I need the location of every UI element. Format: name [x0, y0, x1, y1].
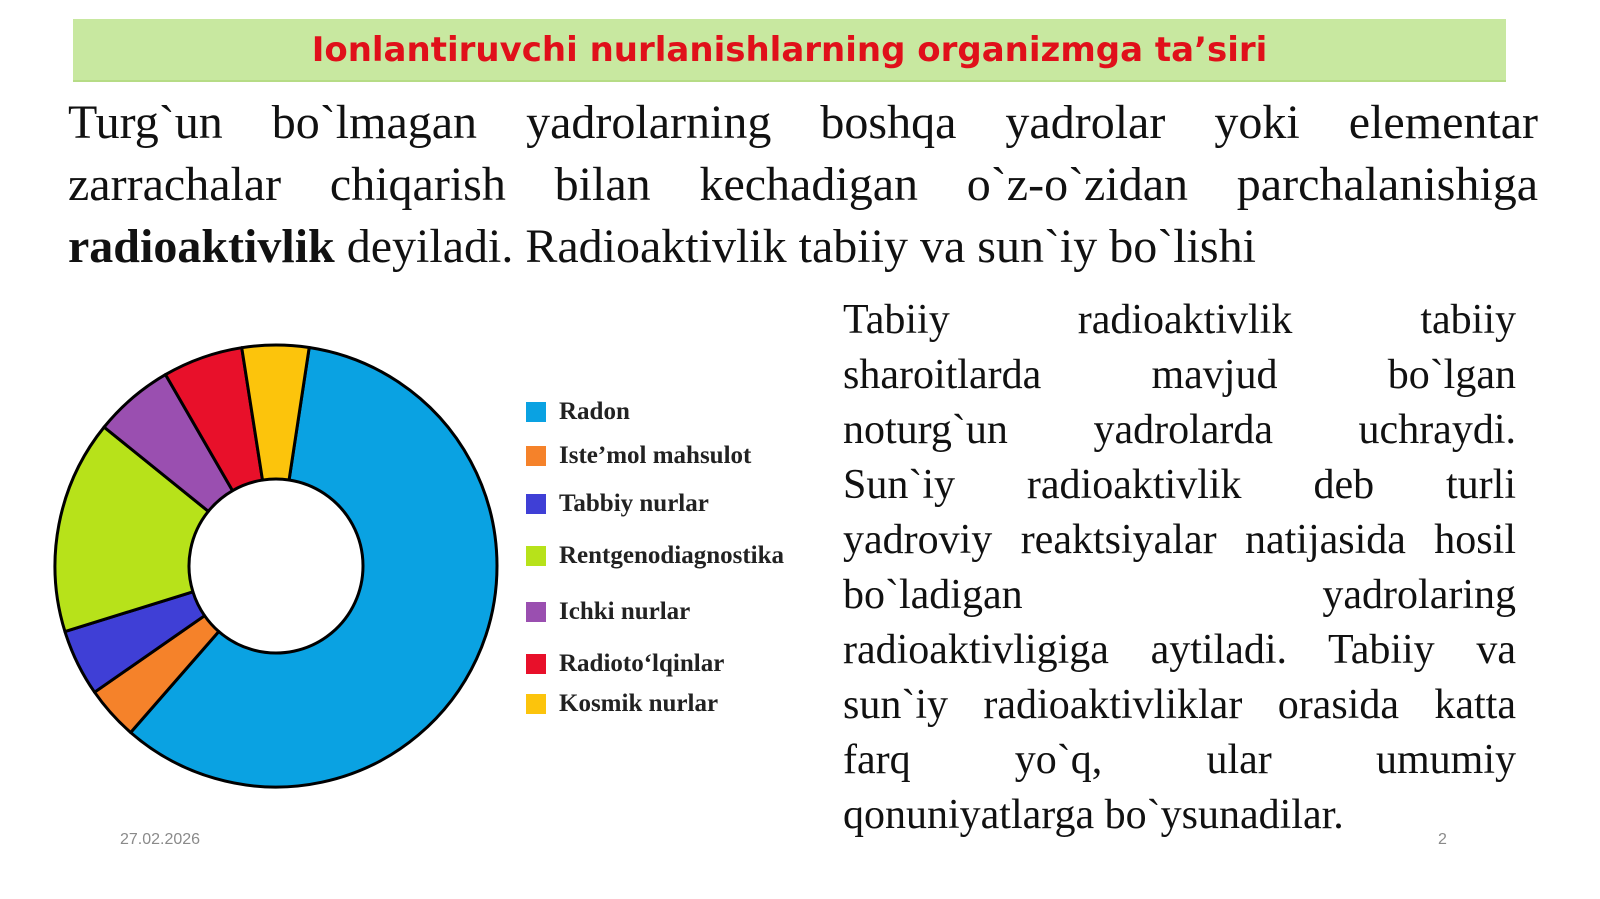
intro-term-bold: radioaktivlik: [68, 220, 335, 273]
right-paragraph-line: sun`iy radioaktivliklar orasida katta: [843, 682, 1516, 728]
right-paragraph-line: radioaktivligiga aytiladi. Tabiiy va: [843, 627, 1516, 673]
legend-label: Kosmik nurlar: [559, 690, 719, 717]
legend-swatch: [526, 654, 546, 674]
legend-label: Ichki nurlar: [559, 598, 691, 625]
legend-label: Rentgenodiagnostika: [559, 542, 785, 569]
legend-label: Radon: [559, 398, 630, 425]
legend-item: [526, 542, 784, 570]
intro-line-2: zarrachalar chiqarish bilan kechadigan o`z-o`zidan parchalanishiga: [68, 158, 1538, 211]
legend-label: Tabbiy nurlar: [559, 490, 709, 517]
legend-item: [526, 650, 724, 678]
legend-swatch: [526, 694, 546, 714]
legend-item: [526, 598, 690, 626]
title-banner: [73, 19, 1506, 82]
donut-chart-svg: [40, 330, 520, 800]
intro-line-3: [68, 216, 1538, 278]
legend-label: Radioto‘lqinlar: [559, 650, 725, 677]
right-paragraph: [843, 293, 1516, 843]
right-paragraph-line: noturg`un yadrolarda uchraydi.: [843, 407, 1516, 453]
legend-swatch: [526, 546, 546, 566]
slide-title: Ionlantiruvchi nurlanishlarning organizmga ta’siri: [311, 29, 1268, 70]
legend-swatch: [526, 602, 546, 622]
legend-item: [526, 490, 709, 518]
donut-chart: [40, 330, 520, 800]
legend-label: Iste’mol mahsulot: [559, 442, 752, 469]
legend-item: [526, 398, 630, 426]
chart-legend: [526, 398, 836, 728]
footer-page-number: 2: [1438, 831, 1447, 848]
right-paragraph-line: qonuniyatlarga bo`ysunadilar.: [843, 792, 1344, 838]
legend-item: [526, 442, 751, 470]
right-paragraph-line: sharoitlarda mavjud bo`lgan: [843, 352, 1516, 398]
right-paragraph-line: Tabiiy radioaktivlik tabiiy: [843, 297, 1516, 343]
intro-paragraph: [68, 92, 1538, 278]
intro-line-1: Turg`un bo`lmagan yadrolarning boshqa yadrolar yoki elementar: [68, 96, 1538, 149]
footer-date: 27.02.2026: [120, 831, 201, 848]
legend-swatch: [526, 494, 546, 514]
legend-item: [526, 690, 718, 718]
legend-swatch: [526, 446, 546, 466]
right-paragraph-line: farq yo`q, ular umumiy: [843, 737, 1516, 783]
right-paragraph-line: yadroviy reaktsiyalar natijasida hosil: [843, 517, 1516, 563]
intro-line-3-rest: deyiladi. Radioaktivlik tabiiy va sun`iy bo`lishi: [334, 220, 1256, 273]
legend-swatch: [526, 402, 546, 422]
right-paragraph-line: bo`ladigan yadrolaring: [843, 572, 1516, 618]
right-paragraph-line: Sun`iy radioaktivlik deb turli: [843, 462, 1516, 508]
